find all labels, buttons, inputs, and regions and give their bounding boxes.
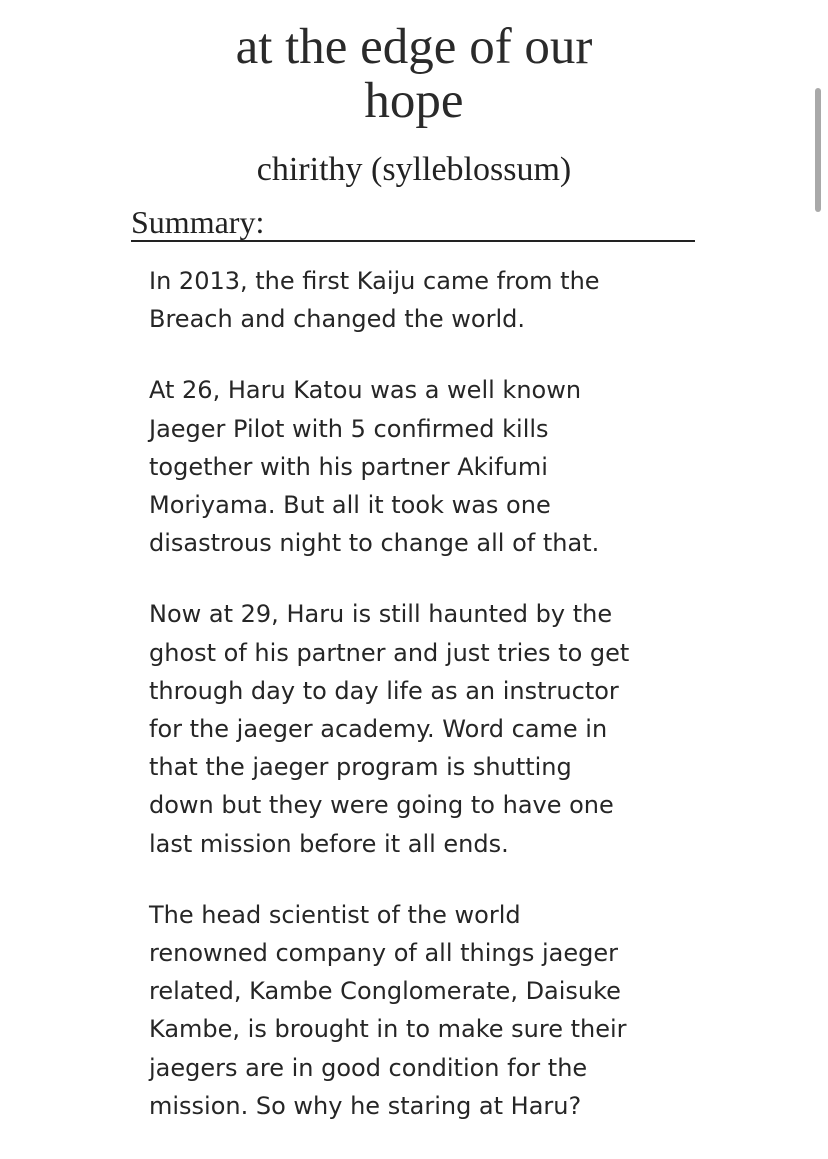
summary-paragraph-1 [149,262,709,338]
summary-line: that the jaeger program is shutting [149,753,572,782]
work-title-line-1: at the edge of our [235,19,593,75]
summary-paragraph-3 [149,595,709,862]
summary-line: Kambe, is brought in to make sure their [149,1015,627,1044]
summary-heading: Summary: [131,202,695,242]
summary-paragraph-2 [149,371,709,562]
summary-line: ghost of his partner and just tries to get [149,638,630,667]
work-title [0,20,828,128]
summary-line: jaegers are in good condition for the [149,1053,588,1082]
summary-line: At 26, Haru Katou was a well known [149,376,582,405]
summary-paragraph-4 [149,896,709,1125]
summary-line: The head scientist of the world [149,900,521,929]
summary-line: Moriyama. But all it took was one [149,491,551,520]
summary-line: related, Kambe Conglomerate, Daisuke [149,977,621,1006]
summary-line: Now at 29, Haru is still haunted by the [149,600,613,629]
summary-line: down but they were going to have one [149,791,614,820]
summary-line: Jaeger Pilot with 5 confirmed kills [149,414,549,443]
summary-line: renowned company of all things jaeger [149,939,619,968]
summary-line: In 2013, the first Kaiju came from the [149,267,600,295]
summary-line: through day to day life as an instructor [149,676,619,705]
summary-line: last mission before it all ends. [149,829,509,858]
vertical-scrollbar[interactable] [815,88,821,212]
summary-line: together with his partner Akifumi [149,452,548,481]
summary-body [149,262,709,1158]
summary-line: mission. So why he staring at Haru? [149,1091,582,1120]
author-byline[interactable]: chirithy (sylleblossum) [256,151,572,188]
summary-line: for the jaeger academy. Word came in [149,715,608,744]
work-title-line-2: hope [364,73,464,129]
summary-line: disastrous night to change all of that. [149,529,600,558]
summary-line: Breach and changed the world. [149,305,526,334]
